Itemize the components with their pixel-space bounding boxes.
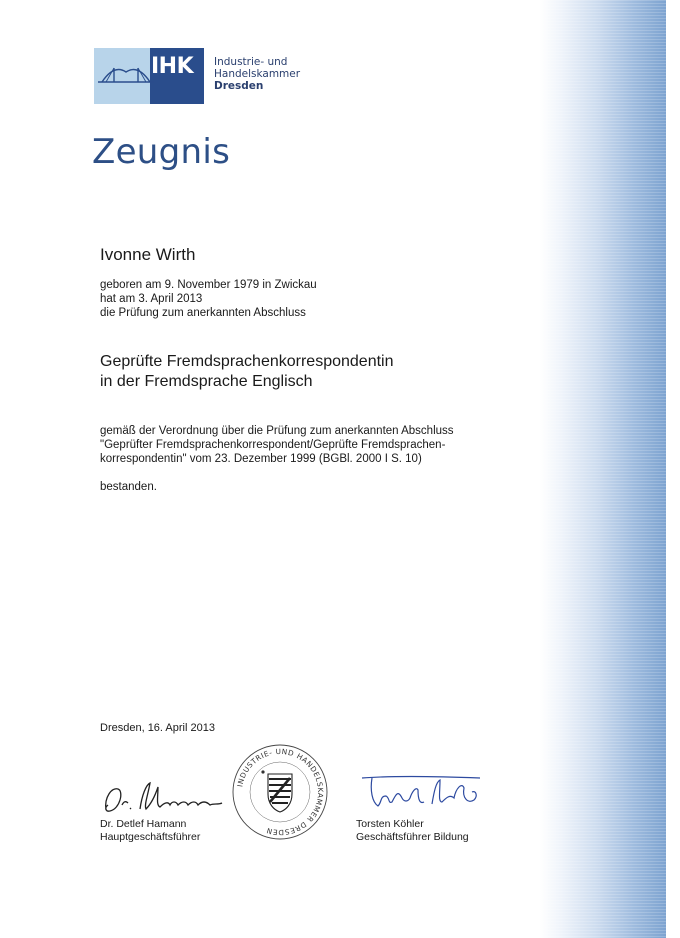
place-date: Dresden, 16. April 2013 <box>100 722 215 734</box>
birth-line: geboren am 9. November 1979 in Zwickau <box>100 279 317 291</box>
signatory-2 <box>356 818 469 844</box>
bridge-icon <box>96 60 156 90</box>
logo-org-line1: Industrie- und Handelskammer <box>214 56 301 80</box>
signatory-2-name: Torsten Köhler <box>356 818 424 830</box>
logo-abbreviation: IHK <box>151 54 194 79</box>
recipient-name: Ivonne Wirth <box>100 245 196 264</box>
logo-org-line2: Dresden <box>214 80 264 92</box>
document-title: Zeugnis <box>92 132 231 172</box>
signatory-2-role: Geschäftsführer Bildung <box>356 831 469 843</box>
signature-koehler <box>358 772 488 817</box>
ihk-logo <box>94 48 364 104</box>
svg-text:INDUSTRIE- UND HANDELSKAMMER D: INDUSTRIE- UND HANDELSKAMMER DRESDEN <box>235 746 326 838</box>
result-text: bestanden. <box>100 481 157 493</box>
signatory-1-role: Hauptgeschäftsführer <box>100 831 201 843</box>
exam-date-line: hat am 3. April 2013 <box>100 293 203 305</box>
logo-organization <box>214 56 364 92</box>
recipient-details <box>100 278 317 320</box>
degree-title <box>100 352 394 392</box>
signatory-1 <box>100 818 200 844</box>
signature-hamann <box>98 775 228 820</box>
exam-line: die Prüfung zum anerkannten Abschluss <box>100 307 306 319</box>
official-seal <box>230 742 330 842</box>
regulation-line3: korrespondentin" vom 23. Dezember 1999 (BGBl. 2000 I S. 10) <box>100 453 422 465</box>
regulation-text <box>100 424 454 466</box>
degree-line2: in der Fremdsprache Englisch <box>100 373 313 390</box>
regulation-line1: gemäß der Verordnung über die Prüfung zum anerkannten Abschluss <box>100 425 454 437</box>
regulation-line2: "Geprüfter Fremdsprachenkorrespondent/Geprüfte Fremdsprachen- <box>100 439 446 451</box>
signatory-1-name: Dr. Detlef Hamann <box>100 818 187 830</box>
degree-line1: Geprüfte Fremdsprachenkorrespondentin <box>100 353 394 370</box>
decorative-blue-sidebar <box>540 0 666 938</box>
